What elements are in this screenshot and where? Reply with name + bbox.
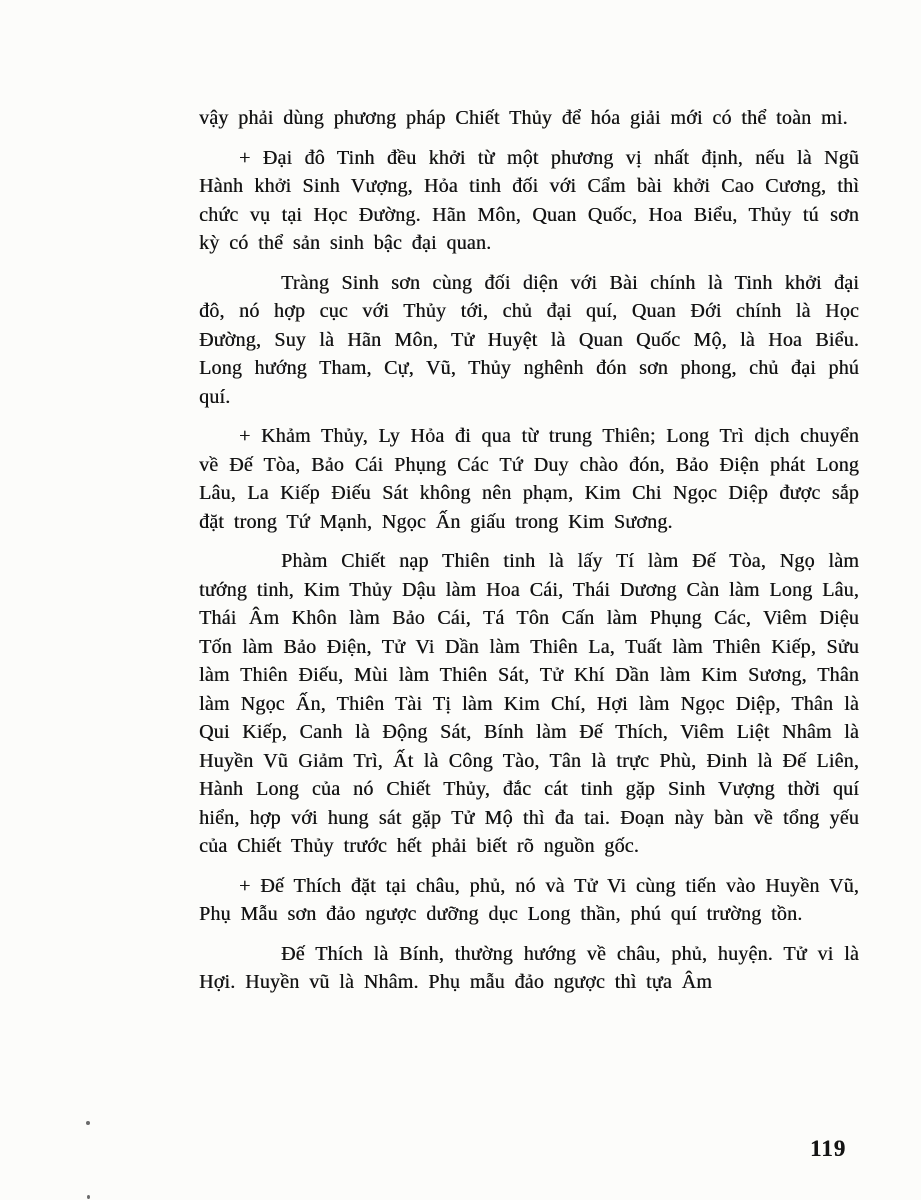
paragraph-dai-do-tinh: + Đại đô Tinh đều khởi từ một phương vị nhất định, nếu là Ngũ Hành khởi Sinh Vượng, Hỏa tinh đối với Cẩm bài khởi Cao Cương, thì chức vụ tại Học Đường. Hãn Môn, Quan Quốc, Hoa Biểu, Thủy tú sơn kỳ có thể sản sinh bậc đại quan. [199,146,859,254]
text-block [199,104,859,997]
paragraph-kham-thuy: + Khảm Thủy, Ly Hỏa đi qua từ trung Thiên; Long Trì dịch chuyển về Đế Tòa, Bảo Cái Phụng Các Tứ Duy chào đón, Bảo Điện phát Long Lâu, La Kiếp Điếu Sát không nên phạm, Kim Chi Ngọc Diệp được sắp đặt trong Tứ Mạnh, Ngọc Ấn giấu trong Kim Sương. [199,425,859,533]
page-number: 119 [810,1136,847,1161]
paragraph-de-thich: + Đế Thích đặt tại châu, phủ, nó và Tử Vi cùng tiến vào Huyền Vũ, Phụ Mẫu sơn đảo ngược dưỡng dục Long thần, phú quí trường tồn. [199,874,859,925]
scan-speck [87,1195,90,1199]
paragraph-continuation: vậy phải dùng phương pháp Chiết Thủy để hóa giải mới có thể toàn mi. [199,107,848,129]
paragraph-pham-chiet-nap: Phàm Chiết nạp Thiên tinh là lấy Tí làm Đế Tòa, Ngọ làm tướng tinh, Kim Thủy Dậu làm Hoa Cái, Thái Dương Càn làm Long Lâu, Thái Âm Khôn làm Bảo Cái, Tá Tôn Cấn làm Phụng Các, Viêm Diệu Tốn làm Bảo Điện, Tử Vi Dần làm Thiên La, Tuất làm Thiên Kiếp, Sửu làm Thiên Điếu, Mùi làm Thiên Sát, Tử Khí Dần làm Kim Sương, Thân làm Ngọc Ấn, Thiên Tài Tị làm Kim Chí, Hợi làm Ngọc Diệp, Thân là Qui Kiếp, Canh là Động Sát, Bính làm Đế Thích, Viêm Liệt Nhâm là Huyền Vũ Giảm Trì, Ất là Công Tào, Tân là trực Phù, Đinh là Đế Liên, Hành Long của nó Chiết Thủy, đắc cát tinh gặp Sinh Vượng thời quí hiển, hợp với hung sát gặp Tử Mộ thì đa tai. Đoạn này bàn về tổng yếu của Chiết Thủy trước hết phải biết rõ nguồn gốc. [199,550,859,857]
paragraph-de-thich-la-binh: Đế Thích là Bính, thường hướng về châu, phủ, huyện. Tử vi là Hợi. Huyền vũ là Nhâm. Phụ mẫu đảo ngược thì tựa Âm [199,942,859,993]
scan-speck [86,1121,90,1125]
paragraph-trang-sinh-son: Tràng Sinh sơn cùng đối diện với Bài chính là Tinh khởi đại đô, nó hợp cục với Thủy tới, chủ đại quí, Quan Đới chính là Học Đường, Suy là Hãn Môn, Tử Huyệt là Quan Quốc Mộ, là Hoa Biểu. Long hướng Tham, Cự, Vũ, Thủy nghênh đón sơn phong, chủ đại phú quí. [199,271,859,408]
